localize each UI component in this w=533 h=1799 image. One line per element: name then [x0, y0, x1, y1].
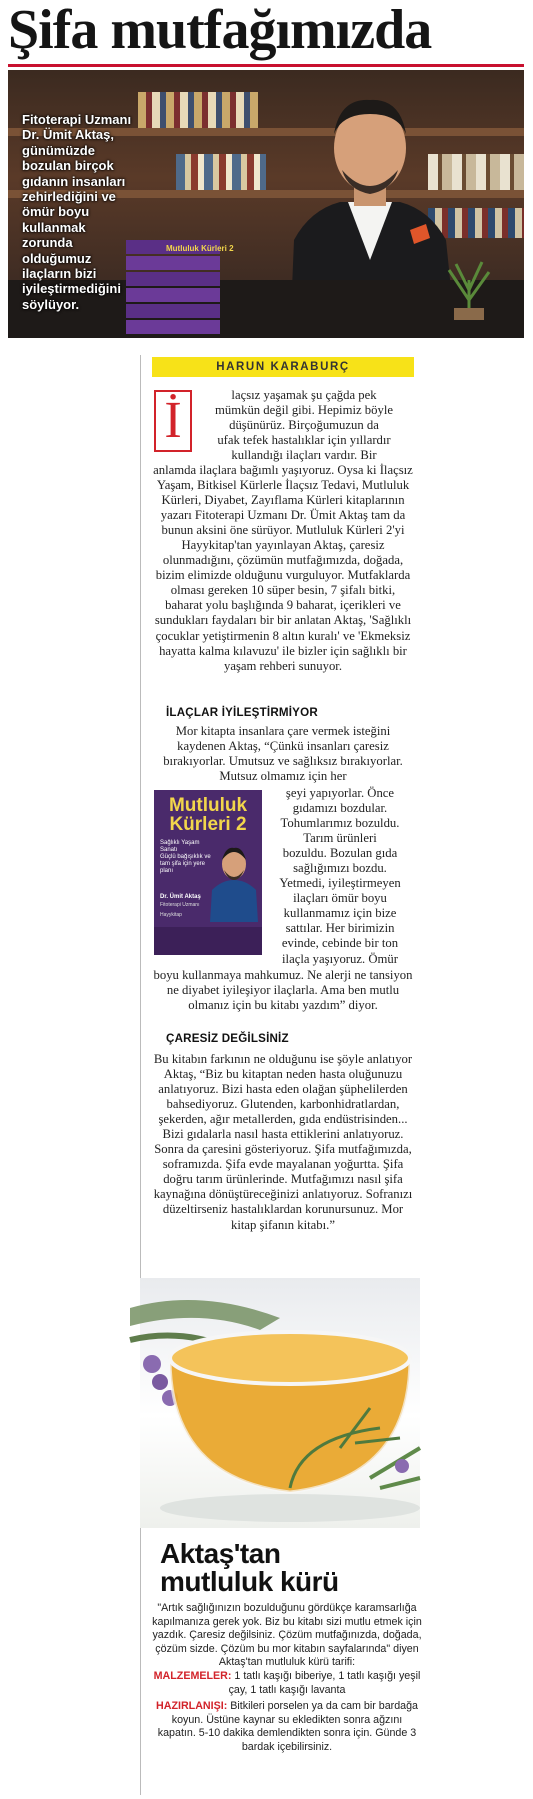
box-title-line: mutluluk kürü	[160, 1566, 339, 1597]
book-title-line: Mutluluk	[168, 795, 248, 816]
side-line: şeyi yapıyorlar. Önce	[285, 786, 395, 800]
book-row	[138, 92, 258, 128]
book-cover-image	[154, 790, 262, 955]
tea-cup-illustration	[140, 1278, 420, 1528]
subhead: İLAÇLAR İYİLEŞTİRMİYOR	[166, 706, 318, 719]
headline-rule	[8, 64, 524, 67]
intro-line: ufak tefek hastalıklar için yıllardır	[217, 433, 391, 448]
box-title-line: Aktaş'tan	[160, 1538, 281, 1569]
paragraph-side	[266, 786, 414, 967]
book-row	[176, 154, 266, 190]
hero-caption: Fitoterapi Uzmanı Dr. Ümit Aktaş, günümüzde bozulan birçok gıdanın insanları zehirlediğini ve ömür boyu kullanmak zorunda olduğumuz ilaçların bizi iyileştirmediğini söylüyor.	[22, 112, 132, 312]
side-line: kullanmamız için bize	[283, 906, 397, 921]
subhead: ÇARESİZ DEĞİLSİNİZ	[166, 1032, 289, 1045]
plant	[434, 260, 504, 320]
paragraph: anlamda ilaçlara bağımlı yaşıyoruz. Oysa ki İlaçsız Yaşam, Bitkisel Kürlerle İlaçsız Tedavi, Mutluluk Kürleri, Diyabet, Zayıflama Kürleri kitaplarının yazarı Fitoterapi Uzmanı Dr. Ümit Aktaş tam da bunun aksini öne sürüyor. Mutluluk Kürleri 2'yi Hayykitap'tan yayınlayan Aktaş, çaresiz olunmadığını, çözümün mutfağımızda, doğada, bizim elimizde olduğunu vurguluyor. Mutfaklarda olması gereken 10 süper besin, 7 şifalı bitki, baharat yolu başlığında 9 baharat, içerikleri ve sundukları faydaları bir bir anlatan Aktaş, 'Sağlıklı çocuklar yetiştirmenin 8 altın kuralı' ve 'Ekmeksiz hayatta kalma kılavuzu' ile bizler için sağlıklı bir yaşam rehberi sunuyor.	[153, 463, 413, 673]
side-line: evinde, cebinde bir ton	[281, 936, 399, 951]
side-line: Tohumlarımız bozuldu.	[280, 816, 400, 831]
intro-line: kullandığı ilaçları vardır. Bir	[231, 448, 377, 463]
column-rule	[140, 355, 141, 1795]
book-publisher: Hayykitap	[160, 912, 182, 918]
side-line: ilaçları ömür boyu	[293, 891, 387, 906]
book-tagline: Güçlü bağışıklık ve tam şifa için yere planı	[160, 854, 211, 874]
box-preparation	[152, 1700, 422, 1754]
ingredients-text: 1 tatlı kaşığı biberiye, 1 tatlı kaşığı yeşil çay, 1 tatlı kaşığı lavanta	[228, 1670, 421, 1696]
intro-line: düşünürüz. Birçoğumuzun da	[229, 418, 379, 433]
paragraph: Bu kitabın farkının ne olduğunu ise şöyle anlatıyor Aktaş, “Biz bu kitaptan neden hasta oluğunuzu anlatıyoruz. Bizi hasta eden olağan şüphelilerden bahsediyoruz. Glutenden, karbonhidratlardan, şekerden, ağır metallerden, gıda endüstrisinden... Bizi gıdalarla nasıl hasta ettiklerini anlatıyoruz. Sonra da çaresini gösteriyoruz. Şifa mutfağımızda, soframızda. Şifa evde mayalanan yoğurtta. Şifa doğru tarım ürünlerinde. Mutfağımızı nasıl şifa kaynağına dönüştüreceğinizi anlatıyoruz. Sofranızı düzeltirseniz hastalıklardan korunursunuz. Mor kitap şifanın kitabı.”	[153, 1052, 413, 1232]
paragraph: boyu kullanmaya mahkumuz. Ne alerji ne tansiyon ne diyabet iyileşiyor ilaçlarla. Ama ben mutlu olmanız için bu kitabı yazdım” diyor.	[153, 968, 413, 1013]
box-ingredients	[152, 1670, 422, 1697]
side-line: Tarım ürünleri	[303, 831, 377, 846]
side-line: bozuldu. Bozulan gıda	[282, 846, 398, 861]
box-intro: "Artık sağlığınızın bozulduğunu gördükçe karamsarlığa kapılmanıza gerek yok. Biz bu kitabı sizi mutlu etmek için yazdık. Çaresiz değilsiniz. Çözüm mutfağınızda, doğada, çözüm sizde. Çözüm bu mor kitabın sayfalarında" diyen Aktaş'tan mutluluk kürü tarifi:	[152, 1602, 422, 1668]
dropcap: İ	[154, 390, 192, 452]
intro-lines	[196, 388, 412, 463]
ingredients-label: MALZEMELER:	[153, 1670, 232, 1682]
book-stack	[126, 236, 234, 336]
headline: Şifa mutfağımızda	[8, 0, 432, 61]
hero-photo	[8, 70, 524, 338]
book-footer	[154, 927, 262, 955]
book-spine-label: Mutluluk Kürleri 2	[166, 244, 234, 253]
book-subtitle: Sağlıklı Yaşam Sanatı	[160, 840, 200, 853]
preparation-text: Bitkileri porselen ya da cam bir bardağa koyun. Üstüne kaynar su ekledikten sonra ağzını kapatın. 5-10 dakika demlendikten sonra için. Günde 3 bardak içebilirsiniz.	[157, 1700, 418, 1753]
book-title-line: Kürleri 2	[169, 814, 247, 835]
byline: HARUN KARABURÇ	[152, 357, 414, 377]
paragraph: Mor kitapta insanlara çare vermek isteğini kaydenen Aktaş, “Çünkü insanları çaresiz bırakıyorlar. Umutsuz ve sağlıksız bırakıyorlar. Mutsuz olmamız için her	[163, 724, 403, 784]
side-line: sağlığımızı bozdu.	[293, 861, 387, 876]
tea-photo	[140, 1278, 420, 1528]
box-title	[160, 1540, 420, 1596]
author-photo	[206, 840, 262, 922]
intro-line: mümkün değil gibi. Hepimiz böyle	[215, 403, 393, 418]
side-line: ilaçla yaşıyoruz. Ömür	[282, 951, 398, 966]
book-author: Dr. Ümit Aktaş	[160, 894, 201, 900]
book-author-title: Fitoterapi Uzmanı	[160, 902, 200, 908]
side-line: gıdamızı bozdular.	[292, 801, 388, 816]
side-line: sattılar. Her birimizin	[285, 921, 395, 936]
intro-line: laçsız yaşamak şu çağda pek	[231, 388, 377, 402]
side-line: Yetmedi, iyileştirmeyen	[279, 876, 401, 891]
book-cover-title	[154, 796, 262, 834]
preparation-label: HAZIRLANIŞI:	[156, 1700, 228, 1712]
